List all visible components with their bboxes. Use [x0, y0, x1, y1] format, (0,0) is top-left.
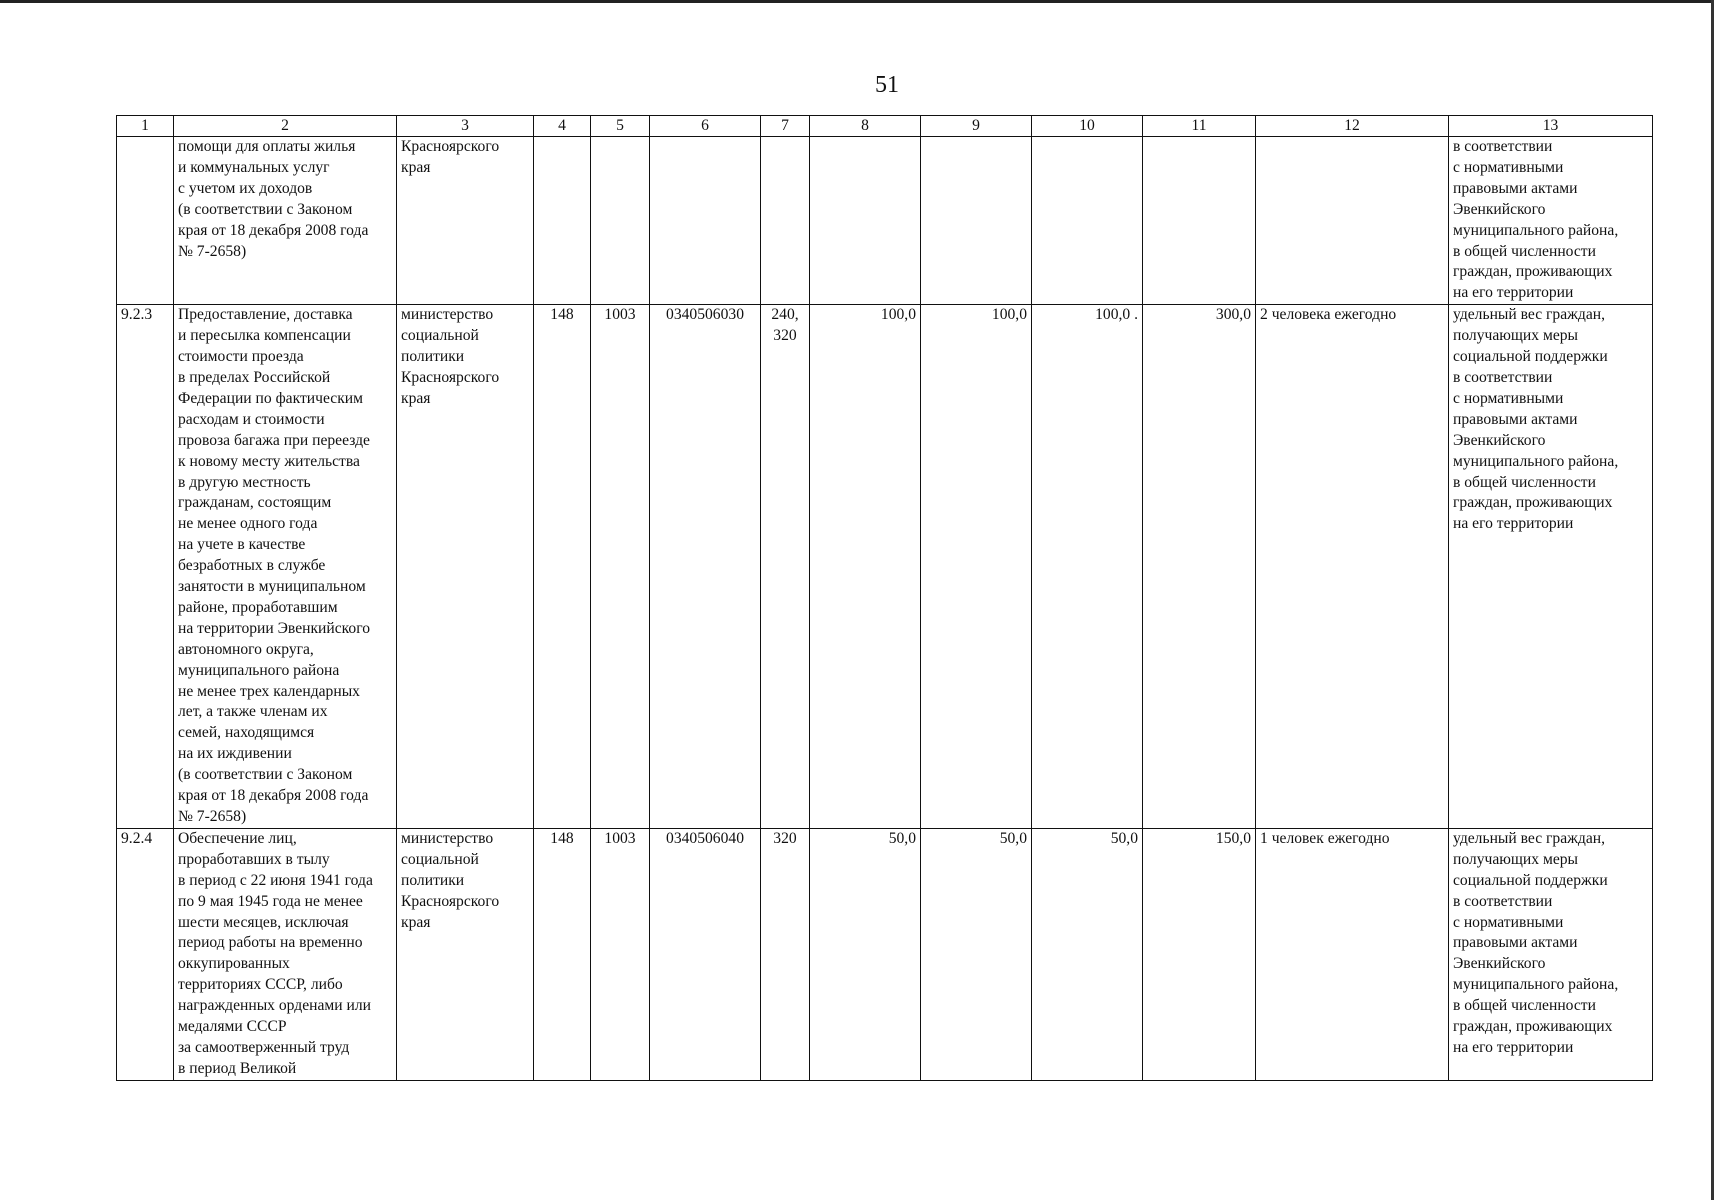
page-top-edge [0, 0, 1714, 3]
header-cell: 8 [810, 116, 921, 137]
item-number: 9.2.3 [117, 305, 174, 829]
item-number: 9.2.4 [117, 828, 174, 1080]
amount-year-3: 100,0 . [1032, 305, 1143, 829]
amount-total: 150,0 [1143, 828, 1256, 1080]
code-csr: 0340506030 [650, 305, 761, 829]
header-cell: 1 [117, 116, 174, 137]
header-cell: 3 [397, 116, 534, 137]
measure-description: Обеспечение лиц, проработавших в тылу в период с 22 июня 1941 года по 9 мая 1945 года не менее шести месяцев, исключая период работы на временно оккупированных территориях СССР, либо награжденных орденами или медалями СССР за самоотверженный труд в период Великой [174, 828, 397, 1080]
code-csr [650, 137, 761, 305]
table-row [117, 137, 1653, 305]
expected-result: 2 человека ежегодно [1256, 305, 1449, 829]
amount-year-3: 50,0 [1032, 828, 1143, 1080]
code-grbs [534, 137, 591, 305]
measure-description: помощи для оплаты жилья и коммунальных услуг с учетом их доходов (в соответствии с Законом края от 18 декабря 2008 года № 7-2658) [174, 137, 397, 305]
code-vr: 320 [761, 828, 810, 1080]
header-cell: 9 [921, 116, 1032, 137]
header-cell: 6 [650, 116, 761, 137]
header-cell: 2 [174, 116, 397, 137]
amount-year-2: 50,0 [921, 828, 1032, 1080]
amount-year-1: 50,0 [810, 828, 921, 1080]
code-grbs: 148 [534, 828, 591, 1080]
code-rzpr: 1003 [591, 305, 650, 829]
expected-result [1256, 137, 1449, 305]
page-number: 51 [875, 72, 899, 98]
amount-year-3 [1032, 137, 1143, 305]
table-row [117, 828, 1653, 1080]
responsible-executor: Красноярского края [397, 137, 534, 305]
code-rzpr: 1003 [591, 828, 650, 1080]
responsible-executor: министерство социальной политики Красноярского края [397, 305, 534, 829]
header-cell: 7 [761, 116, 810, 137]
indicator: удельный вес граждан, получающих меры социальной поддержки в соответствии с нормативными правовыми актами Эвенкийского муниципального района, в общей численности граждан, проживающих на его территории [1449, 305, 1653, 829]
expected-result: 1 человек ежегодно [1256, 828, 1449, 1080]
budget-table [116, 115, 1653, 1081]
amount-total [1143, 137, 1256, 305]
table-row [117, 305, 1653, 829]
code-vr [761, 137, 810, 305]
amount-year-1 [810, 137, 921, 305]
header-cell: 4 [534, 116, 591, 137]
indicator: в соответствии с нормативными правовыми актами Эвенкийского муниципального района, в общей численности граждан, проживающих на его территории [1449, 137, 1653, 305]
code-csr: 0340506040 [650, 828, 761, 1080]
header-row [117, 116, 1653, 137]
amount-year-1: 100,0 [810, 305, 921, 829]
amount-year-2: 100,0 [921, 305, 1032, 829]
header-cell: 11 [1143, 116, 1256, 137]
header-cell: 12 [1256, 116, 1449, 137]
item-number [117, 137, 174, 305]
amount-year-2 [921, 137, 1032, 305]
code-grbs: 148 [534, 305, 591, 829]
measure-description: Предоставление, доставка и пересылка компенсации стоимости проезда в пределах Российской Федерации по фактическим расходам и стоимости провоза багажа при переезде к новому месту жительства в другую местность гражданам, состоящим не менее одного года на учете в качестве безработных в службе занятости в муниципальном районе, проработавшим на территории Эвенкийского автономного округа, муниципального района не менее трех календарных лет, а также членам их семей, находящимся на их иждивении (в соответствии с Законом края от 18 декабря 2008 года № 7-2658) [174, 305, 397, 829]
code-rzpr [591, 137, 650, 305]
amount-total: 300,0 [1143, 305, 1256, 829]
header-cell: 10 [1032, 116, 1143, 137]
header-cell: 13 [1449, 116, 1653, 137]
responsible-executor: министерство социальной политики Красноярского края [397, 828, 534, 1080]
indicator: удельный вес граждан, получающих меры социальной поддержки в соответствии с нормативными правовыми актами Эвенкийского муниципального района, в общей численности граждан, проживающих на его территории [1449, 828, 1653, 1080]
header-cell: 5 [591, 116, 650, 137]
code-vr: 240, 320 [761, 305, 810, 829]
